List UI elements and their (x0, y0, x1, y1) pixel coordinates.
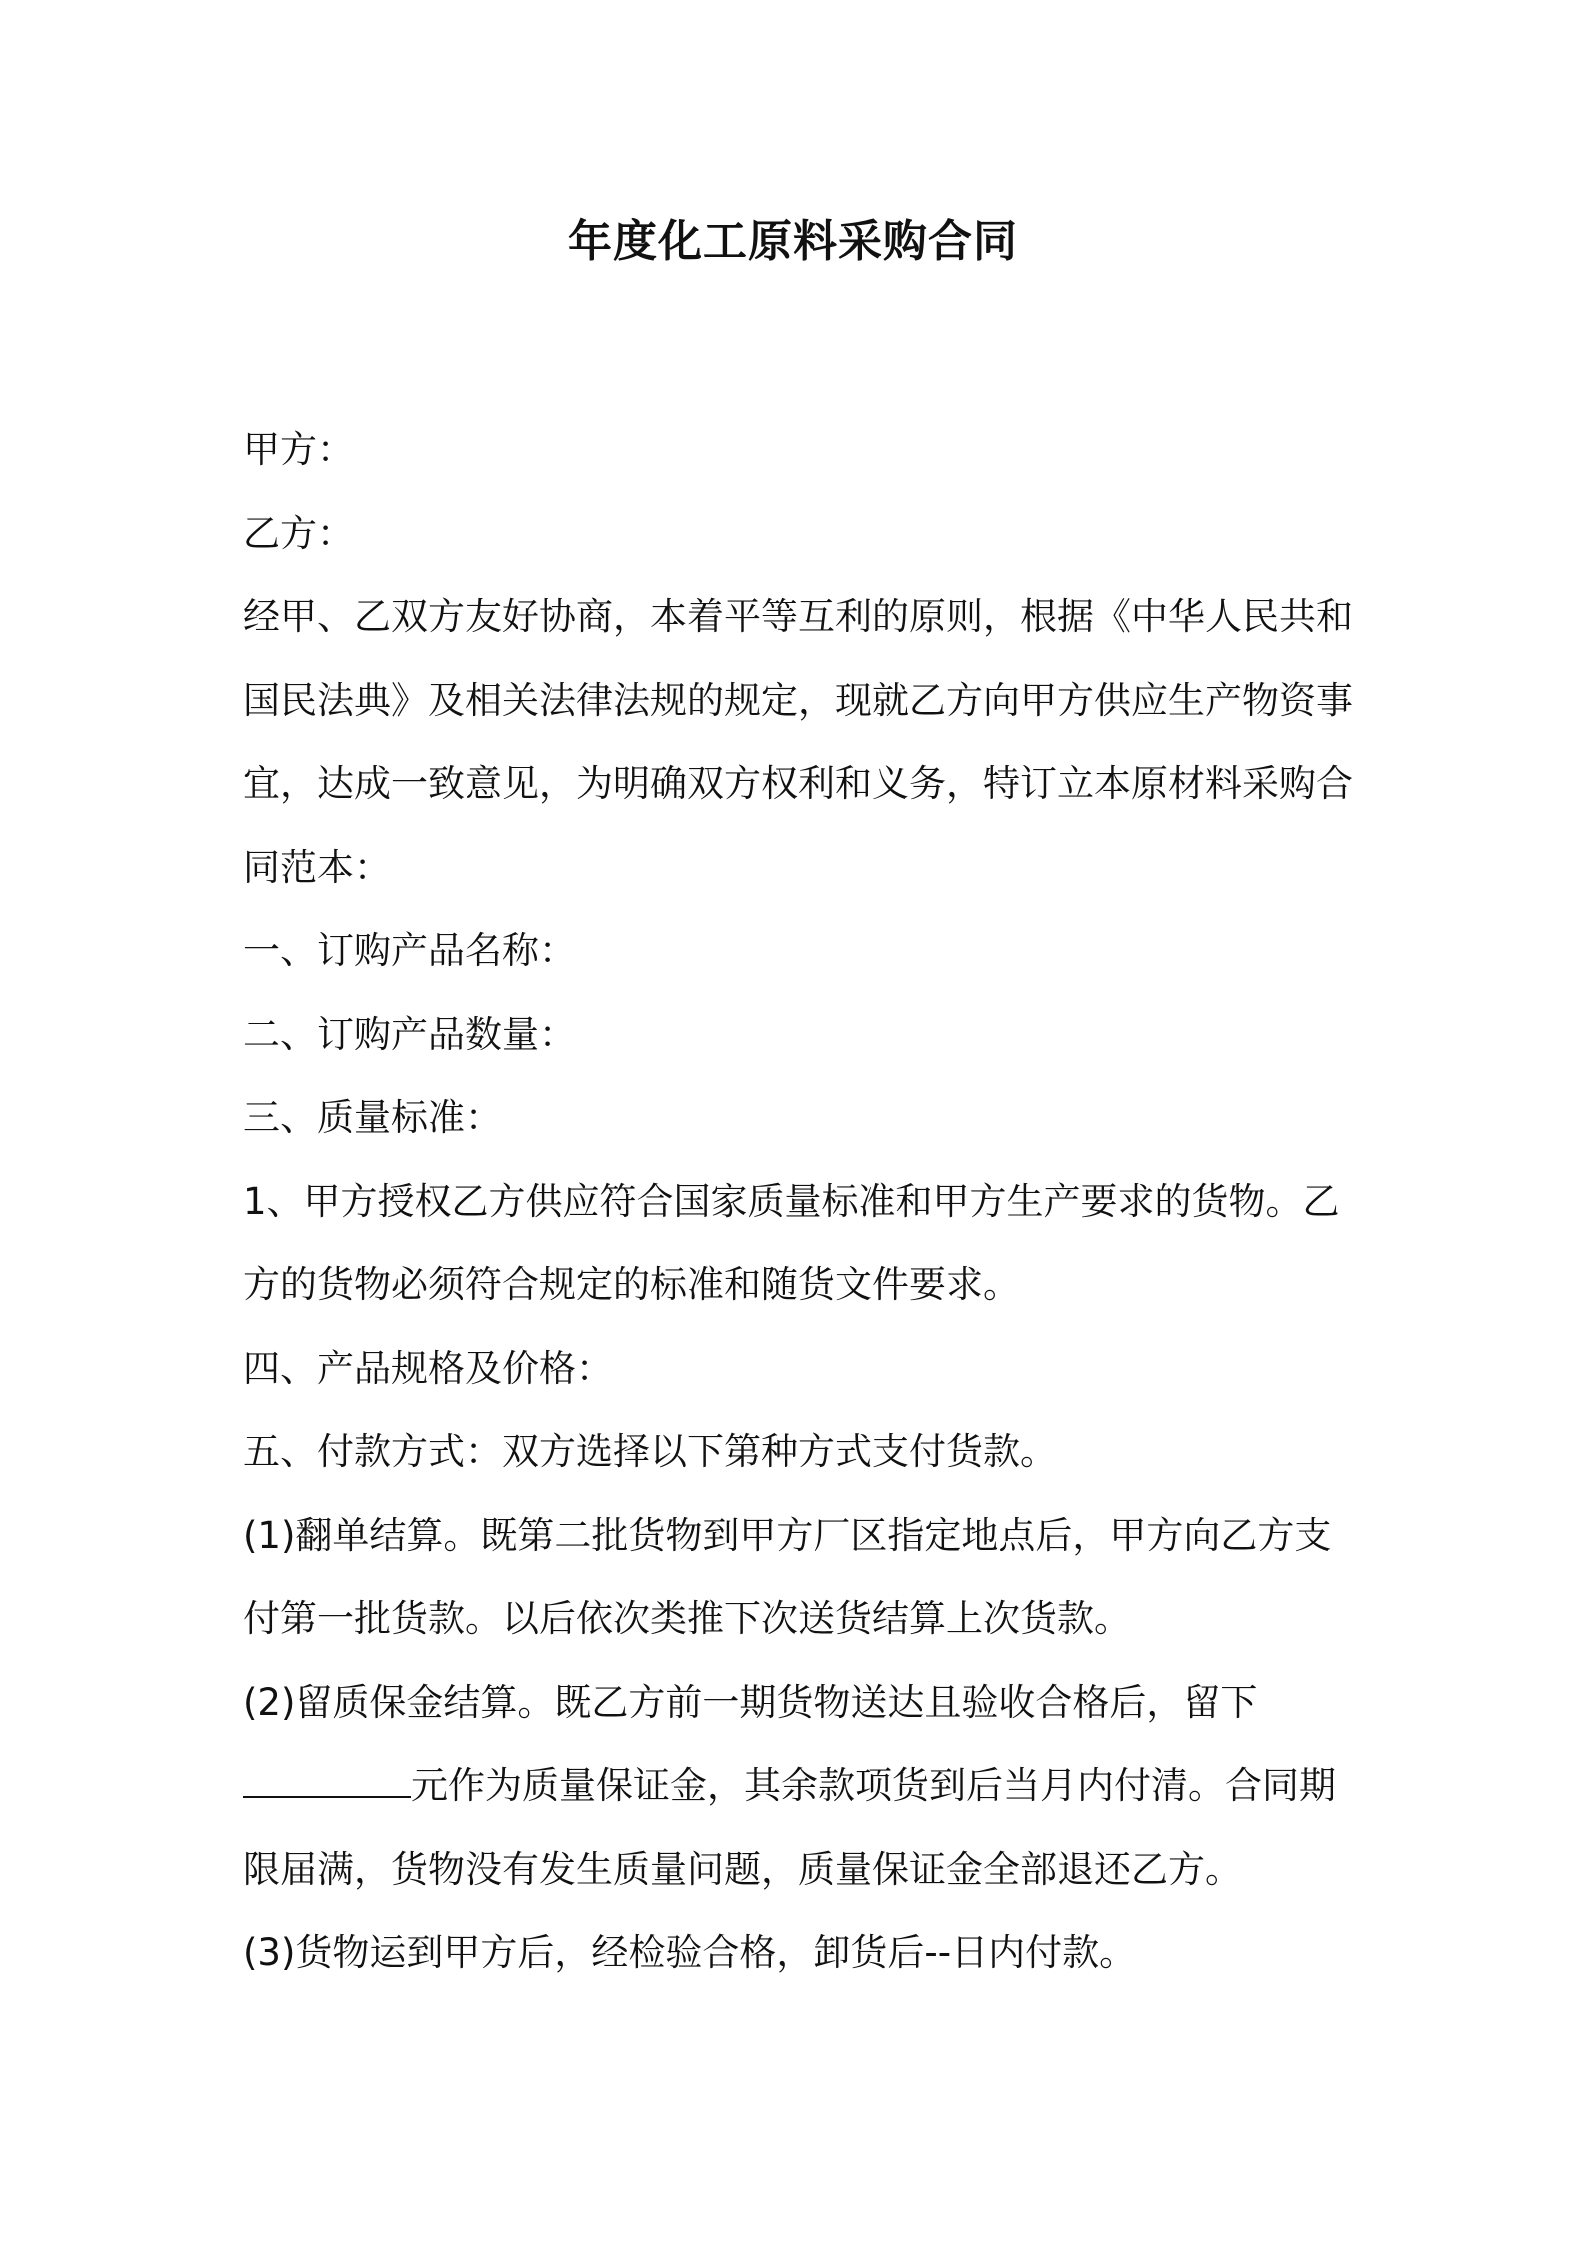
section-product-name: 一、订购产品名称： (243, 929, 576, 972)
payment-option-3: (3)货物运到甲方后，经检验合格，卸货后--日内付款。 (243, 1931, 1137, 1974)
amount-blank-line (243, 1766, 411, 1798)
payment-option-2 (243, 1661, 1363, 1912)
party-a-line: 甲方： (243, 428, 354, 471)
document-title: 年度化工原料采购合同 (568, 216, 1018, 267)
party-b-line: 乙方： (243, 511, 354, 555)
section-payment-method: 五、付款方式：双方选择以下第种方式支付货款。 (243, 1430, 1057, 1473)
section-spec-price: 四、产品规格及价格： (243, 1346, 613, 1390)
payment-option-2-text-a: (2)留质保金结算。既乙方前一期货物送达且验收合格后，留下 (243, 1680, 1258, 1724)
preamble-paragraph: 经甲、乙双方友好协商，本着平等互利的原则，根据《中华人民共和国民法典》及相关法律法规的规定，现就乙方向甲方供应生产物资事宜，达成一致意见，为明确双方权利和义务，特订立本原材料采购合同范本： (243, 595, 1353, 889)
section-product-quantity: 二、订购产品数量： (243, 1012, 576, 1056)
document-body (243, 408, 1363, 1995)
payment-option-2-text-b: 元作为质量保证金，其余款项货到后当月内付清。合同期限届满，货物没有发生质量问题，质量保证金全部退还乙方。 (243, 1764, 1336, 1891)
section-quality-standard: 三、质量标准： (243, 1096, 502, 1139)
clause-quality-authorization: 1、甲方授权乙方供应符合国家质量标准和甲方生产要求的货物。乙方的货物必须符合规定的标准和随货文件要求。 (243, 1179, 1340, 1306)
payment-option-1: (1)翻单结算。既第二批货物到甲方厂区指定地点后，甲方向乙方支付第一批货款。以后依次类推下次送货结算上次货款。 (243, 1513, 1332, 1640)
